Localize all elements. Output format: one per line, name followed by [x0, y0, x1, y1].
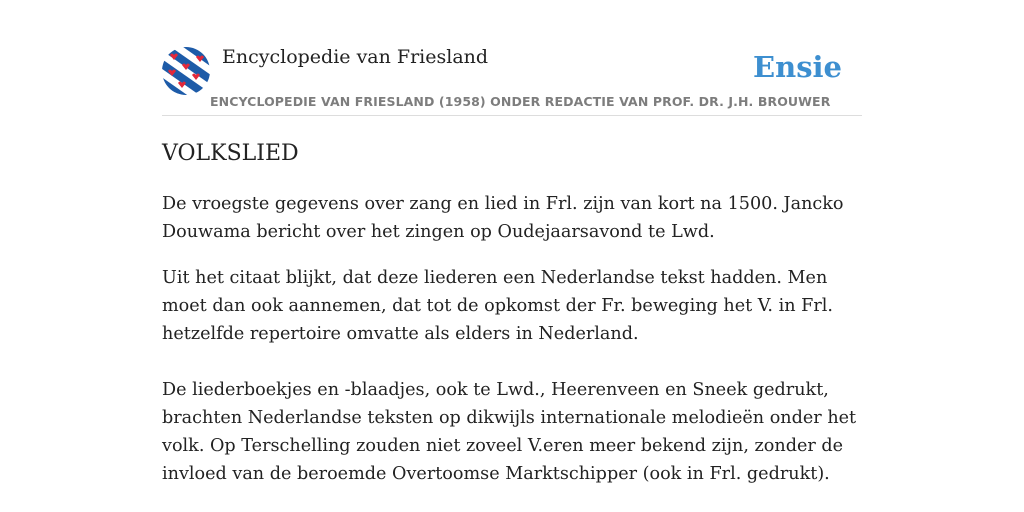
site-header	[162, 44, 862, 116]
header-divider	[162, 115, 862, 116]
entry-title: VOLKSLIED	[162, 141, 299, 166]
entry-content	[162, 140, 862, 488]
entry-paragraph: De liederboekjes en -blaadjes, ook te Lwd., Heerenveen en Sneek gedrukt, brachten Nederlandse teksten op dikwijls internationale melodieën onder het volk. Op Terschelling zouden niet zoveel V.eren meer bekend zijn, zonder de invloed van de beroemde Overtoomse Marktschipper (ook in Frl. gedrukt).	[162, 380, 857, 484]
entry-paragraph: Uit het citaat blijkt, dat deze liederen een Nederlandse tekst hadden. Men moet dan ook aannemen, dat tot de opkomst der Fr. beweging het V. in Frl. hetzelfde repertoire omvatte als elders in Nederland.	[162, 268, 833, 344]
ensie-logo-link[interactable]: Ensie	[753, 50, 842, 84]
site-title-link[interactable]: Encyclopedie van Friesland	[222, 46, 489, 68]
frisian-flag-icon[interactable]	[162, 47, 210, 95]
encyclopedia-subtitle: ENCYCLOPEDIE VAN FRIESLAND (1958) ONDER REDACTIE VAN PROF. DR. J.H. BROUWER	[210, 94, 831, 109]
entry-paragraph: De vroegste gegevens over zang en lied in Frl. zijn van kort na 1500. Jancko Douwama bericht over het zingen op Oudejaarsavond te Lwd.	[162, 194, 844, 242]
